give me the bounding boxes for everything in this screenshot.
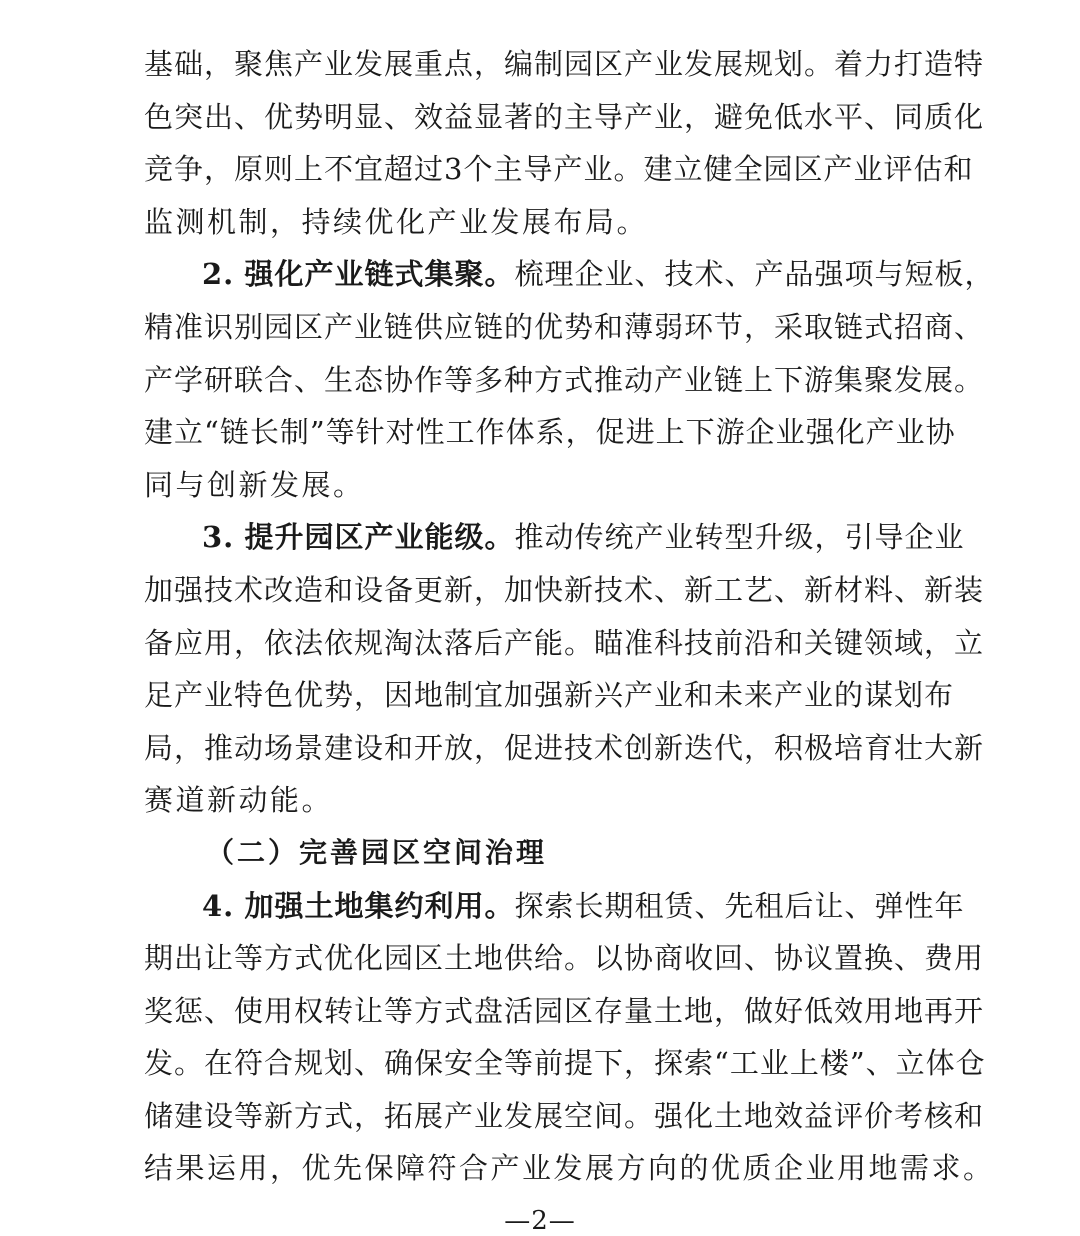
item-3-text: 推动传统产业转型升级，引导企业: [514, 520, 965, 555]
item-2-text: 梳理企业、技术、产品强项与短板，: [514, 257, 995, 292]
text-line-15: 局，推动场景建设和开放，促进技术创新迭代，积极培育壮大新: [144, 730, 985, 765]
text-line-12: 加强技术改造和设备更新，加快新技术、新工艺、新材料、新装: [144, 572, 985, 607]
text-line-22: 发。在符合规划、确保安全等前提下，探索“工业上楼”、立体仓: [144, 1046, 986, 1081]
item-4-first-line: [144, 880, 965, 933]
text-line-7: 产学研联合、生态协作等多种方式推动产业链上下游集聚发展。: [144, 362, 985, 397]
text-line-1: 基础，聚焦产业发展重点，编制园区产业发展规划。着力打造特: [144, 47, 985, 81]
page-number: —2—: [504, 1206, 576, 1236]
item-4-number: 4.: [202, 888, 235, 923]
item-4-text: 探索长期租赁、先租后让、弹性年: [514, 888, 965, 923]
text-line-20: 期出让等方式优化园区土地供给。以协商收回、协议置换、费用: [144, 941, 985, 976]
item-3-title: 提升园区产业能级。: [244, 520, 515, 555]
text-line-21: 奖惩、使用权转让等方式盘活园区存量土地，做好低效用地再开: [144, 993, 985, 1028]
section-heading: （二）完善园区空间治理: [206, 835, 548, 869]
item-3-first-line: [144, 511, 965, 564]
text-line-4: 监测机制，持续优化产业发展布局。: [144, 204, 649, 239]
text-line-23: 储建设等新方式，拓展产业发展空间。强化土地效益评价考核和: [144, 1098, 985, 1133]
document-body: [144, 38, 995, 1195]
item-4-title: 加强土地集约利用。: [244, 888, 515, 923]
text-line-14: 足产业特色优势，因地制宜加强新兴产业和未来产业的谋划布: [144, 678, 955, 713]
text-line-16: 赛道新动能。: [144, 783, 334, 818]
item-2-first-line: [144, 248, 995, 301]
text-line-13: 备应用，依法依规淘汰落后产能。瞄准科技前沿和关键领域，立: [144, 625, 985, 660]
item-2-title: 强化产业链式集聚。: [244, 257, 515, 292]
text-line-2: 色突出、优势明显、效益显著的主导产业，避免低水平、同质化: [144, 99, 985, 134]
item-3-number: 3.: [202, 520, 235, 555]
text-line-8: 建立“链长制”等针对性工作体系，促进上下游企业强化产业协: [144, 415, 956, 450]
item-2-number: 2.: [202, 257, 235, 292]
text-line-3: 竞争，原则上不宜超过3个主导产业。建立健全园区产业评估和: [144, 152, 974, 187]
text-line-6: 精准识别园区产业链供应链的优势和薄弱环节，采取链式招商、: [144, 309, 985, 344]
text-line-24: 结果运用，优先保障符合产业发展方向的优质企业用地需求。: [144, 1151, 995, 1186]
text-line-9: 同与创新发展。: [144, 467, 365, 502]
